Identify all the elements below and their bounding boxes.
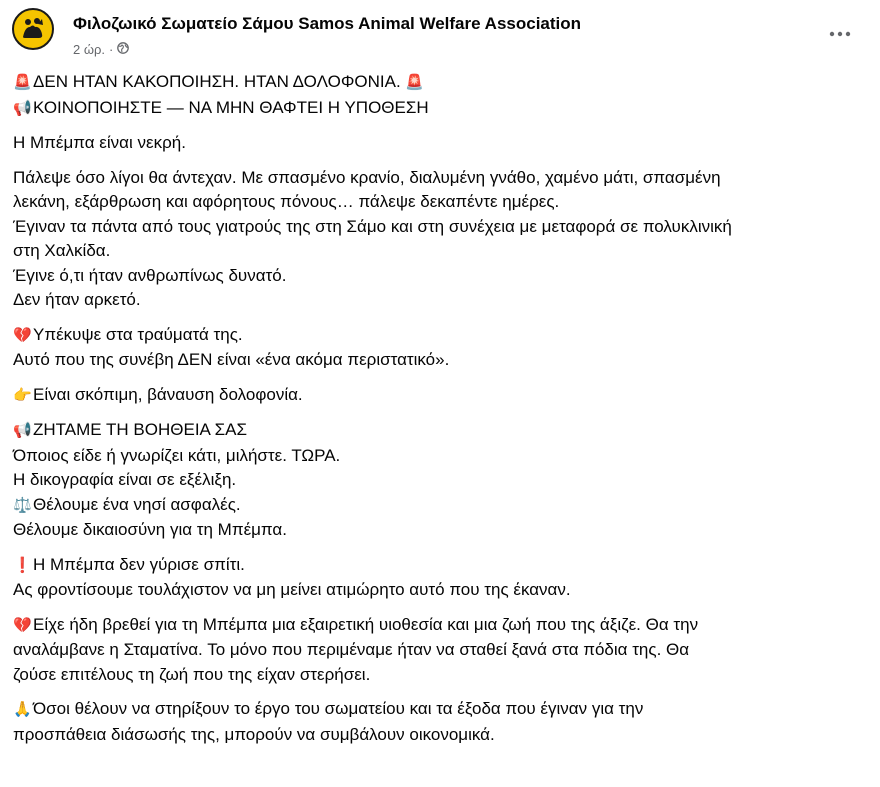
headline-block <box>13 70 868 121</box>
paragraph-text: Είναι σκόπιμη, βάναυση δολοφονία. <box>33 384 303 404</box>
paragraph-text: στη Χαλκίδα. <box>13 241 111 260</box>
globe-icon <box>117 42 129 57</box>
scales-icon: ⚖️ <box>13 496 32 514</box>
meta-separator: · <box>109 42 114 57</box>
paragraph-text: Θέλουμε ένα νησί ασφαλές. <box>33 494 241 514</box>
paragraph-text: Όσοι θέλουν να στηρίξουν το έργο του σωματείου και τα έξοδα που έγιναν για την <box>33 699 644 718</box>
paragraph-text: Θέλουμε δικαιοσύνη για τη Μπέμπα. <box>13 520 287 539</box>
post-time[interactable]: 2 ώρ. <box>73 42 105 57</box>
paragraph-text: Έγιναν τα πάντα από τους γιατρούς της στη Σάμο και στη συνέχεια με μεταφορά σε πολυκλινική <box>13 216 732 236</box>
broken-heart-icon: 💔 <box>13 326 32 344</box>
paragraph-text: Πάλεψε όσο λίγοι θα άντεχαν. Με σπασμένο κρανίο, διαλυμένη γνάθο, χαμένο μάτι, σπασμένη <box>13 167 721 187</box>
more-options-button[interactable] <box>822 22 858 46</box>
paragraph-text: Η Μπέμπα δεν γύρισε σπίτι. <box>33 554 245 574</box>
paragraph-text: Έγινε ό,τι ήταν ανθρωπίνως δυνατό. <box>13 265 287 285</box>
megaphone-icon: 📢 <box>13 99 32 117</box>
paragraph-text: προσπάθεια διάσωσής της, μπορούν να συμβάλουν οικονομικά. <box>13 724 495 744</box>
paragraph-text: ΖΗΤΑΜΕ ΤΗ ΒΟΗΘΕΙΑ ΣΑΣ <box>33 420 248 439</box>
paragraph-text: Η Μπέμπα είναι νεκρή. <box>13 133 186 152</box>
broken-heart-icon: 💔 <box>13 616 32 634</box>
pray-icon: 🙏 <box>13 701 32 718</box>
paragraph-succumbed <box>13 323 868 373</box>
paragraph-text: Η δικογραφία είναι σε εξέλιξη. <box>13 470 237 489</box>
paragraph-murder <box>13 383 868 409</box>
paragraph-text: ζούσε επιτέλους τη ζωή που της είχαν στερήσει. <box>13 664 371 684</box>
megaphone-icon: 📢 <box>13 422 32 439</box>
paragraph-text: Αυτό που της συνέβη ΔΕΝ είναι «ένα ακόμα περιστατικό». <box>13 350 450 369</box>
headline-text: ΔΕΝ ΗΤΑΝ ΚΑΚΟΠΟΙΗΣΗ. ΗΤΑΝ ΔΟΛΟΦΟΝΙΑ. <box>33 72 401 91</box>
paragraph-text: Όποιος είδε ή γνωρίζει κάτι, μιλήστε. ΤΩΡΑ. <box>13 445 341 465</box>
paragraph-support <box>13 697 868 747</box>
siren-icon: 🚨 <box>405 74 425 91</box>
paragraph-text: Είχε ήδη βρεθεί για τη Μπέμπα μια εξαιρετική υιοθεσία και μια ζωή που της άξιζε. Θα την <box>33 614 699 634</box>
siren-icon: 🚨 <box>13 74 32 91</box>
page-name-link[interactable]: Φιλοζωικό Σωματείο Σάμου Samos Animal Welfare Association <box>73 14 582 33</box>
post-meta <box>73 42 129 57</box>
pointing-hand-icon: 👉 <box>13 386 32 404</box>
post-body <box>13 70 868 757</box>
paragraph-help <box>13 418 868 543</box>
page-avatar[interactable] <box>12 8 54 50</box>
paragraph-adoption <box>13 613 868 688</box>
paw-logo-icon <box>14 10 52 48</box>
paragraph-text: Ας φροντίσουμε τουλάχιστον να μη μείνει ατιμώρητο αυτό που της έκαναν. <box>13 580 571 599</box>
paragraph-text: λεκάνη, εξάρθρωση και αφόρητους πόνους… πάλεψε δεκαπέντε ημέρες. <box>13 192 560 211</box>
paragraph-struggle <box>13 166 868 313</box>
paragraph-text: αναλάμβανε η Σταματίνα. Το μόνο που περιμέναμε ήταν να σταθεί ξανά στα πόδια της. Θα <box>13 640 690 659</box>
share-text: ΚΟΙΝΟΠΟΙΗΣΤΕ — ΝΑ ΜΗΝ ΘΑΦΤΕΙ Η ΥΠΟΘΕΣΗ <box>33 97 429 117</box>
paragraph-dead <box>13 131 868 156</box>
paragraph-text: Υπέκυψε στα τραύματά της. <box>33 324 243 344</box>
post-header <box>12 8 868 64</box>
paragraph-home <box>13 553 868 603</box>
paragraph-text: Δεν ήταν αρκετό. <box>13 290 141 309</box>
more-dots-icon <box>829 31 851 37</box>
exclamation-icon: ❗ <box>13 556 32 574</box>
